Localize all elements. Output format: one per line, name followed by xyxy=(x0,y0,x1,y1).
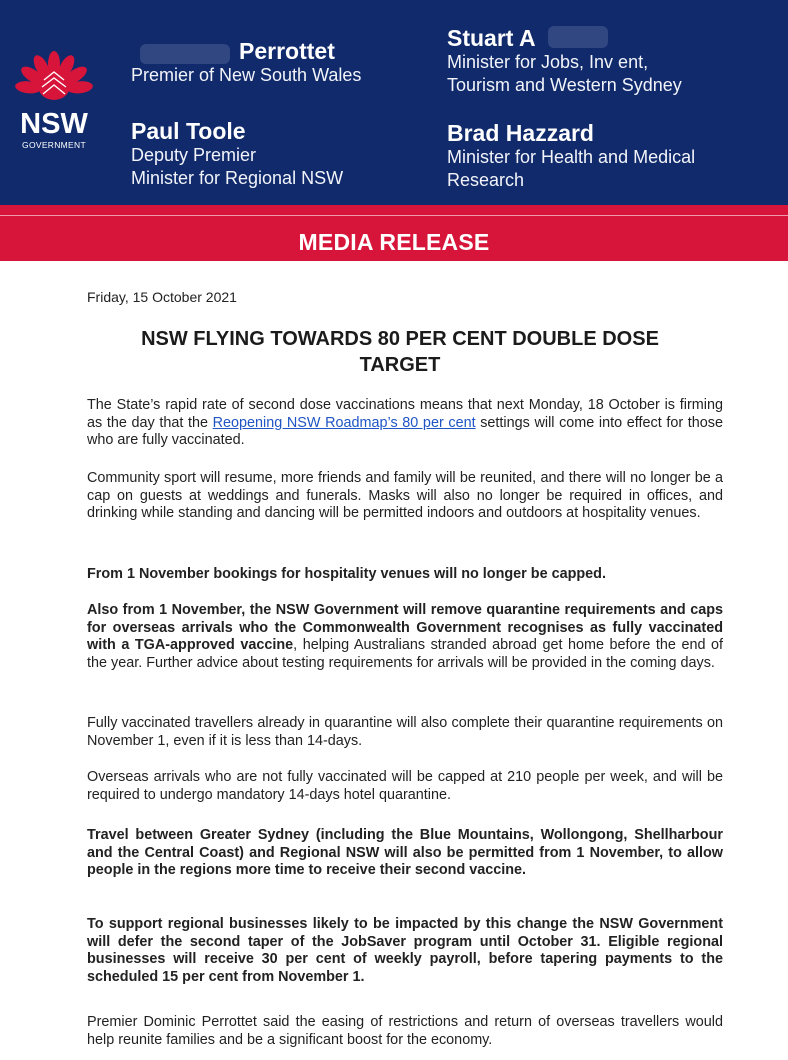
minister-name: Stuart A xyxy=(447,25,536,51)
logo-wordmark: NSW xyxy=(20,108,88,140)
minister-role: Deputy Premier xyxy=(131,145,257,165)
minister-role: Research xyxy=(447,170,525,190)
paragraph-4 xyxy=(87,602,723,672)
paragraph-7: Travel between Greater Sydney (including the Blue Mountains, Wollongong, Shellharbour and the Central Coast) and Regional NSW will also be permitted from 1 November, to allow people in the regions more time to receive their second vaccine. xyxy=(87,827,723,878)
paragraph-3: From 1 November bookings for hospitality venues will no longer be capped. xyxy=(87,566,606,582)
paragraph-text: , helping Australians stranded abroad get home before the end of the year. Further advice about testing requirements for arrivals will be provided in the coming days. xyxy=(87,637,723,671)
paragraph-5: Fully vaccinated travellers already in quarantine will also complete their quarantine requirements on November 1, even if it is less than 14-days. xyxy=(87,715,723,749)
paragraph-text: settings will come into effect for those who are fully vaccinated. xyxy=(87,414,724,448)
paragraph-9: Premier Dominic Perrottet said the easing of restrictions and return of overseas travellers would help reunite families and be a significant boost for the economy. xyxy=(87,1014,723,1048)
minister-role: Minister for Health and Medical xyxy=(447,147,696,167)
nsw-government-logo xyxy=(8,50,100,150)
minister-premier xyxy=(131,38,361,87)
minister-name: Paul Toole xyxy=(131,118,246,144)
minister-name: Brad Hazzard xyxy=(447,120,594,146)
paragraph-bold-text: Also from 1 November, the NSW Government will remove quarantine requirements and caps for overseas arrivals who the Commonwealth Government recognises as fully vaccinated with a TGA-approved vaccine xyxy=(87,602,723,653)
release-date: Friday, 15 October 2021 xyxy=(87,289,237,305)
paragraph-8: To support regional businesses likely to be impacted by this change the NSW Government will defer the second taper of the JobSaver program until October 31. Eligible regional businesses will receive 30 per cent of weekly payroll, before tapering payments to the scheduled 15 per cent from November 1. xyxy=(87,916,723,985)
waratah-flower-icon xyxy=(8,50,100,110)
roadmap-link[interactable]: Reopening NSW Roadmap’s 80 per cent xyxy=(212,414,476,431)
paragraph-6: Overseas arrivals who are not fully vaccinated will be capped at 210 people per week, and will be required to undergo mandatory 14-days hotel quarantine. xyxy=(87,769,723,803)
logo-subtext: GOVERNMENT xyxy=(22,140,86,150)
minister-role: Minister for Regional NSW xyxy=(131,168,344,188)
minister-role: Tourism and Western Sydney xyxy=(447,75,682,95)
minister-deputy-premier xyxy=(131,118,343,190)
paragraph-1 xyxy=(87,397,723,450)
title-line: NSW FLYING TOWARDS 80 PER CENT DOUBLE DOSE xyxy=(141,328,659,350)
paragraph-2: Community sport will resume, more friends and family will be reunited, and there will no longer be a cap on guests at weddings and funerals. Masks will also no longer be required in offices, and drinking while standing and dancing will be permitted indoors and outdoors at hospitality venues. xyxy=(87,470,723,521)
redacted-surname xyxy=(548,26,608,48)
minister-role: Premier of New South Wales xyxy=(131,65,362,85)
minister-health xyxy=(447,120,695,192)
minister-name: Perrottet xyxy=(239,38,335,64)
banner-title: MEDIA RELEASE xyxy=(298,229,490,255)
letterhead xyxy=(0,0,788,205)
banner-divider xyxy=(0,215,788,216)
paragraph-text: The State’s rapid rate of second dose vaccinations means that next Monday, 18 October is firming as the day that the xyxy=(87,397,723,431)
release-title xyxy=(90,326,710,378)
title-line: TARGET xyxy=(359,354,441,376)
minister-role: Minister for Jobs, Inv ent, xyxy=(447,52,649,72)
